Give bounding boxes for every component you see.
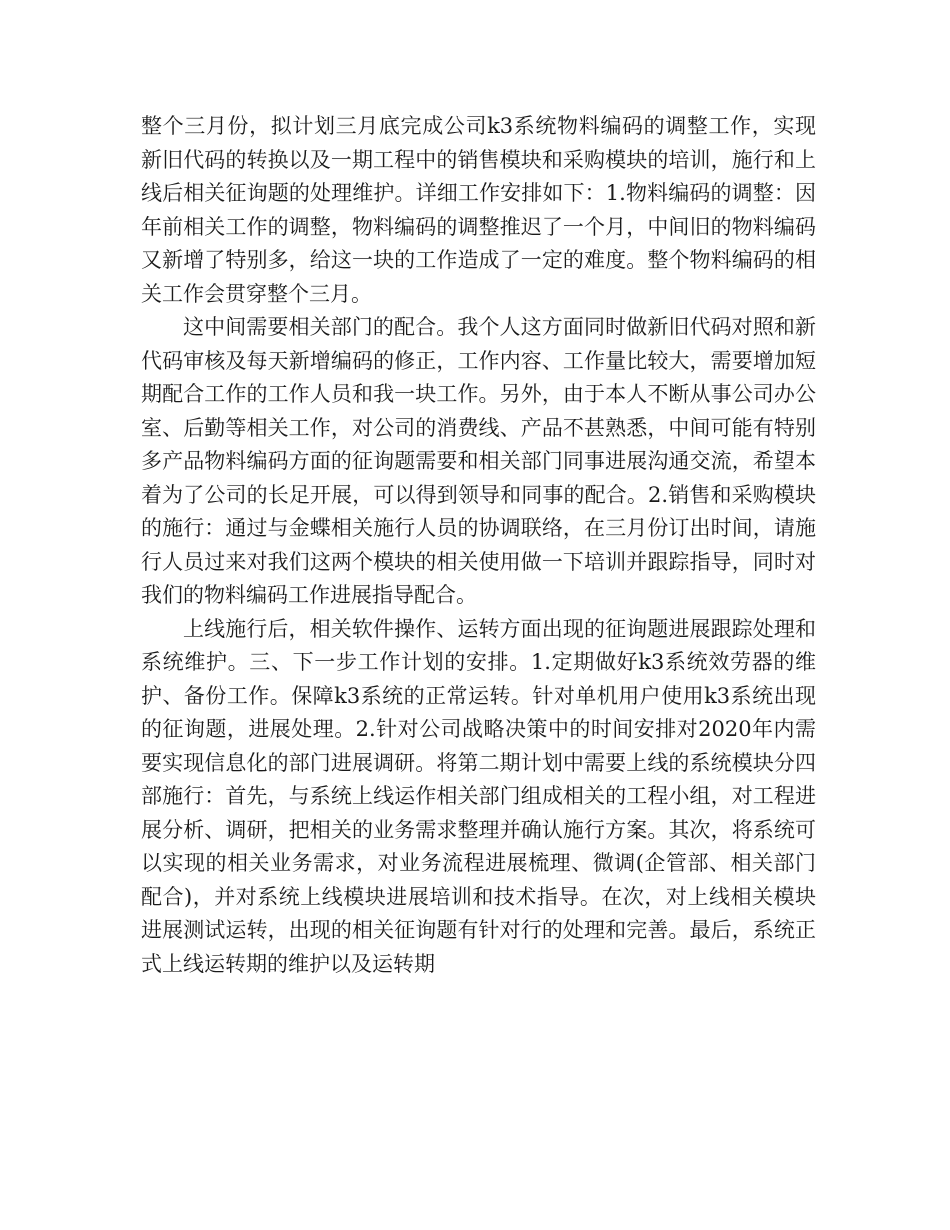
paragraph-2: 这中间需要相关部门的配合。我个人这方面同时做新旧代码对照和新代码审核及每天新增编码的修正，工作内容、工作量比较大，需要增加短期配合工作的工作人员和我一块工作。另外，由于本人不断从事公司办公室、后勤等相关工作，对公司的消费线、产品不甚熟悉，中间可能有特别多产品物料编码方面的征询题需要和相关部门同事进展沟通交流，希望本着为了公司的长足开展，可以得到领导和同事的配合。2.销售和采购模块的施行：通过与金蝶相关施行人员的协调联络，在三月份订出时间，请施行人员过来对我们这两个模块的相关使用做一下培训并跟踪指导，同时对我们的物料编码工作进展指导配合。 bbox=[141, 315, 816, 607]
body-text bbox=[141, 110, 816, 981]
paragraph-1: 整个三月份，拟计划三月底完成公司k3系统物料编码的调整工作，实现新旧代码的转换以及一期工程中的销售模块和采购模块的培训，施行和上线后相关征询题的处理维护。详细工作安排如下：1.物料编码的调整：因年前相关工作的调整，物料编码的调整推迟了一个月，中间旧的物料编码又新增了特别多，给这一块的工作造成了一定的难度。整个物料编码的相关工作会贯穿整个三月。 bbox=[141, 114, 816, 306]
paragraph-3: 上线施行后，相关软件操作、运转方面出现的征询题进展跟踪处理和系统维护。三、下一步工作计划的安排。1.定期做好k3系统效劳器的维护、备份工作。保障k3系统的正常运转。针对单机用户使用k3系统出现的征询题，进展处理。2.针对公司战略决策中的时间安排对2020年内需要实现信息化的部门进展调研。将第二期计划中需要上线的系统模块分四部施行：首先，与系统上线运作相关部门组成相关的工程小组，对工程进展分析、调研，把相关的业务需求整理并确认施行方案。其次，将系统可以实现的相关业务需求，对业务流程进展梳理、微调(企管部、相关部门配合)，并对系统上线模块进展培训和技术指导。在次，对上线相关模块进展测试运转，出现的相关征询题有针对行的处理和完善。最后，系统正式上线运转期的维护以及运转期 bbox=[141, 616, 816, 976]
